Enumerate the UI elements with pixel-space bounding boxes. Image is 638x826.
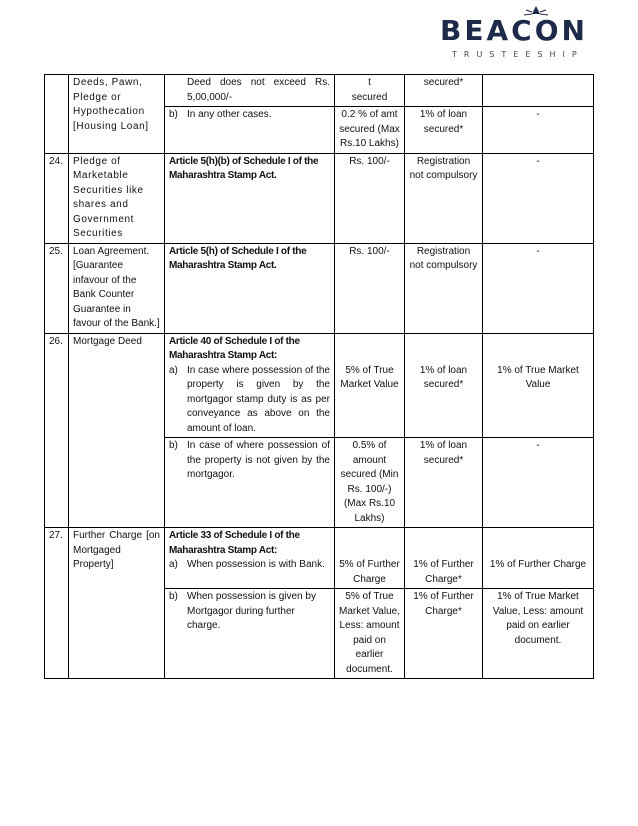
clause-label: b)	[169, 109, 178, 120]
table-row	[45, 528, 594, 589]
registration-fee-cell: secured*	[405, 75, 483, 107]
stamp-duty-cell: 5% of True Market Value, Less: amount paid on earlier document.	[335, 589, 405, 679]
serial-number: 26.	[45, 333, 69, 528]
table-row	[45, 333, 594, 438]
serial-number: 24.	[45, 153, 69, 243]
article-text	[165, 589, 335, 679]
article-heading: Article 33 of Schedule I of the Maharashtra Stamp Act:	[169, 530, 300, 556]
serial-number	[45, 75, 69, 154]
logo-subtitle: TRUSTEESHIP	[452, 50, 584, 59]
instrument-description: Mortgage Deed	[69, 333, 165, 528]
stamp-duty-cell: Rs. 100/-	[335, 153, 405, 243]
other-charge-cell: 1% of True Market Value, Less: amount paid on earlier document.	[483, 589, 594, 679]
article-text	[165, 528, 335, 589]
instrument-description: Deeds, Pawn, Pledge or Hypothecation [Housing Loan]	[69, 75, 165, 154]
article-text	[165, 438, 335, 528]
beacon-logo	[432, 12, 602, 64]
article-heading: Article 5(h)(b) of Schedule I of the Maharashtra Stamp Act.	[165, 153, 335, 243]
table-row	[45, 75, 594, 107]
registration-fee-cell: Registration not compulsory	[405, 243, 483, 333]
stamp-duty-cell: Rs. 100/-	[335, 243, 405, 333]
clause-text: When possession is given by Mortgagor during further charge.	[187, 591, 316, 631]
clause-text: In case where possession of the property is given by the mortgagor stamp duty is as per conveyance as above on the amount of loan.	[187, 364, 330, 434]
article-text	[165, 333, 335, 438]
stamp-duty-cell	[335, 75, 405, 107]
instrument-description: Further Charge [on Mortgaged Property]	[69, 528, 165, 679]
instrument-description: Loan Agreement. [Guarantee infavour of the Bank Counter Guarantee in favour of the Bank.]	[69, 243, 165, 333]
stamp-duty-table	[44, 74, 594, 679]
logo-wordmark: BEACON	[440, 14, 588, 47]
instrument-description: Pledge of Marketable Securities like shares and Government Securities	[69, 153, 165, 243]
other-charge-cell: 1% of Further Charge	[483, 528, 594, 589]
registration-fee-cell: 1% of loan secured*	[405, 438, 483, 528]
clause-text: When possession is with Bank.	[187, 559, 325, 570]
stamp-duty-cell: 0.5% of amount secured (Min Rs. 100/-) (Max Rs.10 Lakhs)	[335, 438, 405, 528]
other-charge-cell: -	[483, 438, 594, 528]
clause-label: b)	[169, 591, 178, 602]
serial-number: 25.	[45, 243, 69, 333]
clause-text: Deed does not exceed Rs. 5,00,000/-	[187, 77, 330, 103]
other-charge-cell: -	[483, 243, 594, 333]
other-charge-cell: 1% of True Market Value	[483, 333, 594, 438]
stamp-duty-cell: 0.2 % of amt secured (Max Rs.10 Lakhs)	[335, 107, 405, 154]
stamp-duty-cell: 5% of Further Charge	[335, 528, 405, 589]
other-charge-cell: -	[483, 153, 594, 243]
registration-fee-cell: 1% of loan secured*	[405, 107, 483, 154]
registration-fee-cell: Registration not compulsory	[405, 153, 483, 243]
registration-fee-cell: 1% of Further Charge*	[405, 528, 483, 589]
clause-text: In any other cases.	[187, 109, 272, 120]
article-heading: Article 5(h) of Schedule I of the Maharashtra Stamp Act.	[165, 243, 335, 333]
other-charge-cell: -	[483, 107, 594, 154]
serial-number: 27.	[45, 528, 69, 679]
other-charge-cell	[483, 75, 594, 107]
stamp-duty-line1: t	[368, 77, 371, 88]
table-row	[45, 243, 594, 333]
article-text	[165, 75, 335, 107]
clause-label: a)	[169, 364, 178, 376]
article-heading: Article 40 of Schedule I of the Maharashtra Stamp Act:	[169, 335, 300, 361]
registration-fee-cell: 1% of Further Charge*	[405, 589, 483, 679]
clause-text: In case of where possession of the property is not given by the mortgagor.	[187, 440, 330, 480]
clause-label: b)	[169, 440, 178, 451]
article-text	[165, 107, 335, 154]
registration-fee-cell: 1% of loan secured*	[405, 333, 483, 438]
table-row	[45, 153, 594, 243]
clause-label: a)	[169, 559, 178, 570]
stamp-duty-cell: 5% of True Market Value	[335, 333, 405, 438]
stamp-duty-line2: secured	[351, 91, 388, 103]
